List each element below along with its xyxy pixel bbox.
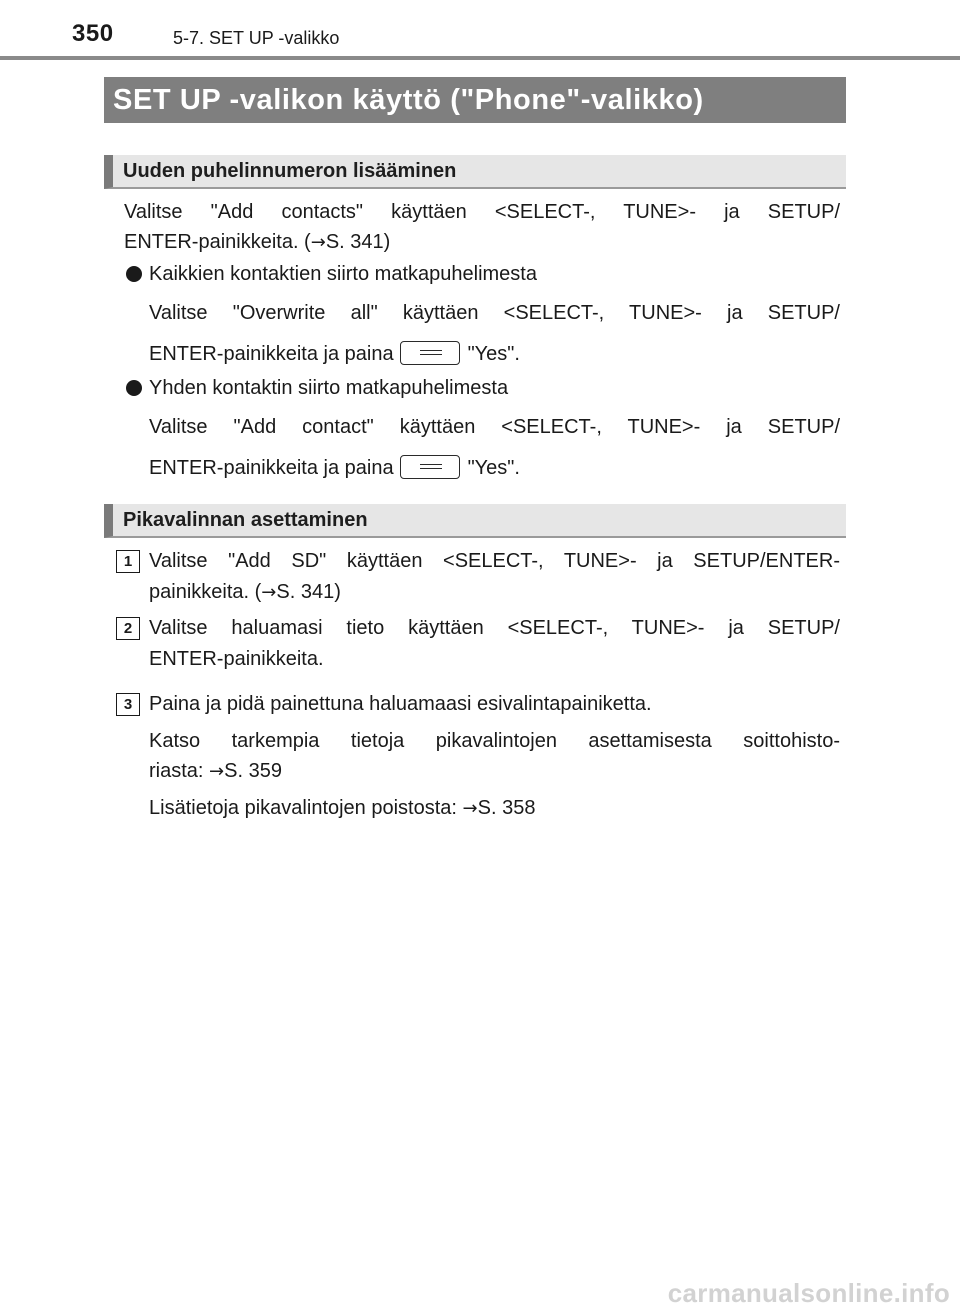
- arrow-icon: →: [209, 761, 225, 782]
- section-reference: 5-7. SET UP -valikko: [173, 28, 340, 48]
- page-header: [0, 0, 960, 62]
- bullet-title: Yhden kontaktin siirto matkapuhelimesta: [149, 377, 509, 399]
- step-note-line: Lisätietoja pikavalintojen poistosta: →S. 358: [149, 797, 536, 819]
- intro-line-1: Valitse "Add contacts" käyttäen <SELECT-, TUNE>- ja SETUP/: [124, 201, 840, 223]
- section-heading-add-number: Uuden puhelinnumeron lisääminen: [104, 155, 846, 189]
- arrow-icon: →: [310, 232, 326, 253]
- watermark: carmanualsonline.info: [667, 1278, 950, 1308]
- section-heading-speed-dial: Pikavalinnan asettaminen: [104, 504, 846, 538]
- bullet-icon: [126, 266, 142, 282]
- phone-button-icon: [400, 341, 460, 365]
- step-text-line: Valitse haluamasi tieto käyttäen <SELECT-, TUNE>- ja SETUP/: [149, 617, 840, 639]
- bullet-text-line: Valitse "Add contact" käyttäen <SELECT-, TUNE>- ja SETUP/: [149, 416, 840, 438]
- page-number: 350: [72, 20, 114, 47]
- bullet-icon: [126, 380, 142, 396]
- bullet-title: Kaikkien kontaktien siirto matkapuhelimesta: [149, 263, 537, 285]
- phone-button-icon: [400, 455, 460, 479]
- step-number-1: 1: [116, 550, 140, 573]
- page-title: SET UP -valikon käyttö ("Phone"-valikko): [104, 77, 846, 123]
- step-number-3: 3: [116, 693, 140, 716]
- step-number-2: 2: [116, 617, 140, 640]
- intro-line-2: ENTER-painikkeita. (→S. 341): [124, 231, 391, 253]
- arrow-icon: →: [462, 798, 478, 819]
- step-text-line: painikkeita. (→S. 341): [149, 581, 341, 603]
- arrow-icon: →: [261, 582, 277, 603]
- header-rule: [0, 56, 960, 60]
- bullet-text-line: ENTER-painikkeita ja paina "Yes".: [149, 339, 520, 369]
- step-note-line: riasta: →S. 359: [149, 760, 282, 782]
- step-note-line: Katso tarkempia tietoja pikavalintojen asettamisesta soittohisto-: [149, 730, 840, 752]
- step-text-line: Paina ja pidä painettuna haluamaasi esivalintapainiketta.: [149, 693, 652, 715]
- step-text-line: Valitse "Add SD" käyttäen <SELECT-, TUNE>- ja SETUP/ENTER-: [149, 550, 840, 572]
- bullet-text-line: ENTER-painikkeita ja paina "Yes".: [149, 453, 520, 483]
- step-text-line: ENTER-painikkeita.: [149, 648, 324, 670]
- bullet-text-line: Valitse "Overwrite all" käyttäen <SELECT-, TUNE>- ja SETUP/: [149, 302, 840, 324]
